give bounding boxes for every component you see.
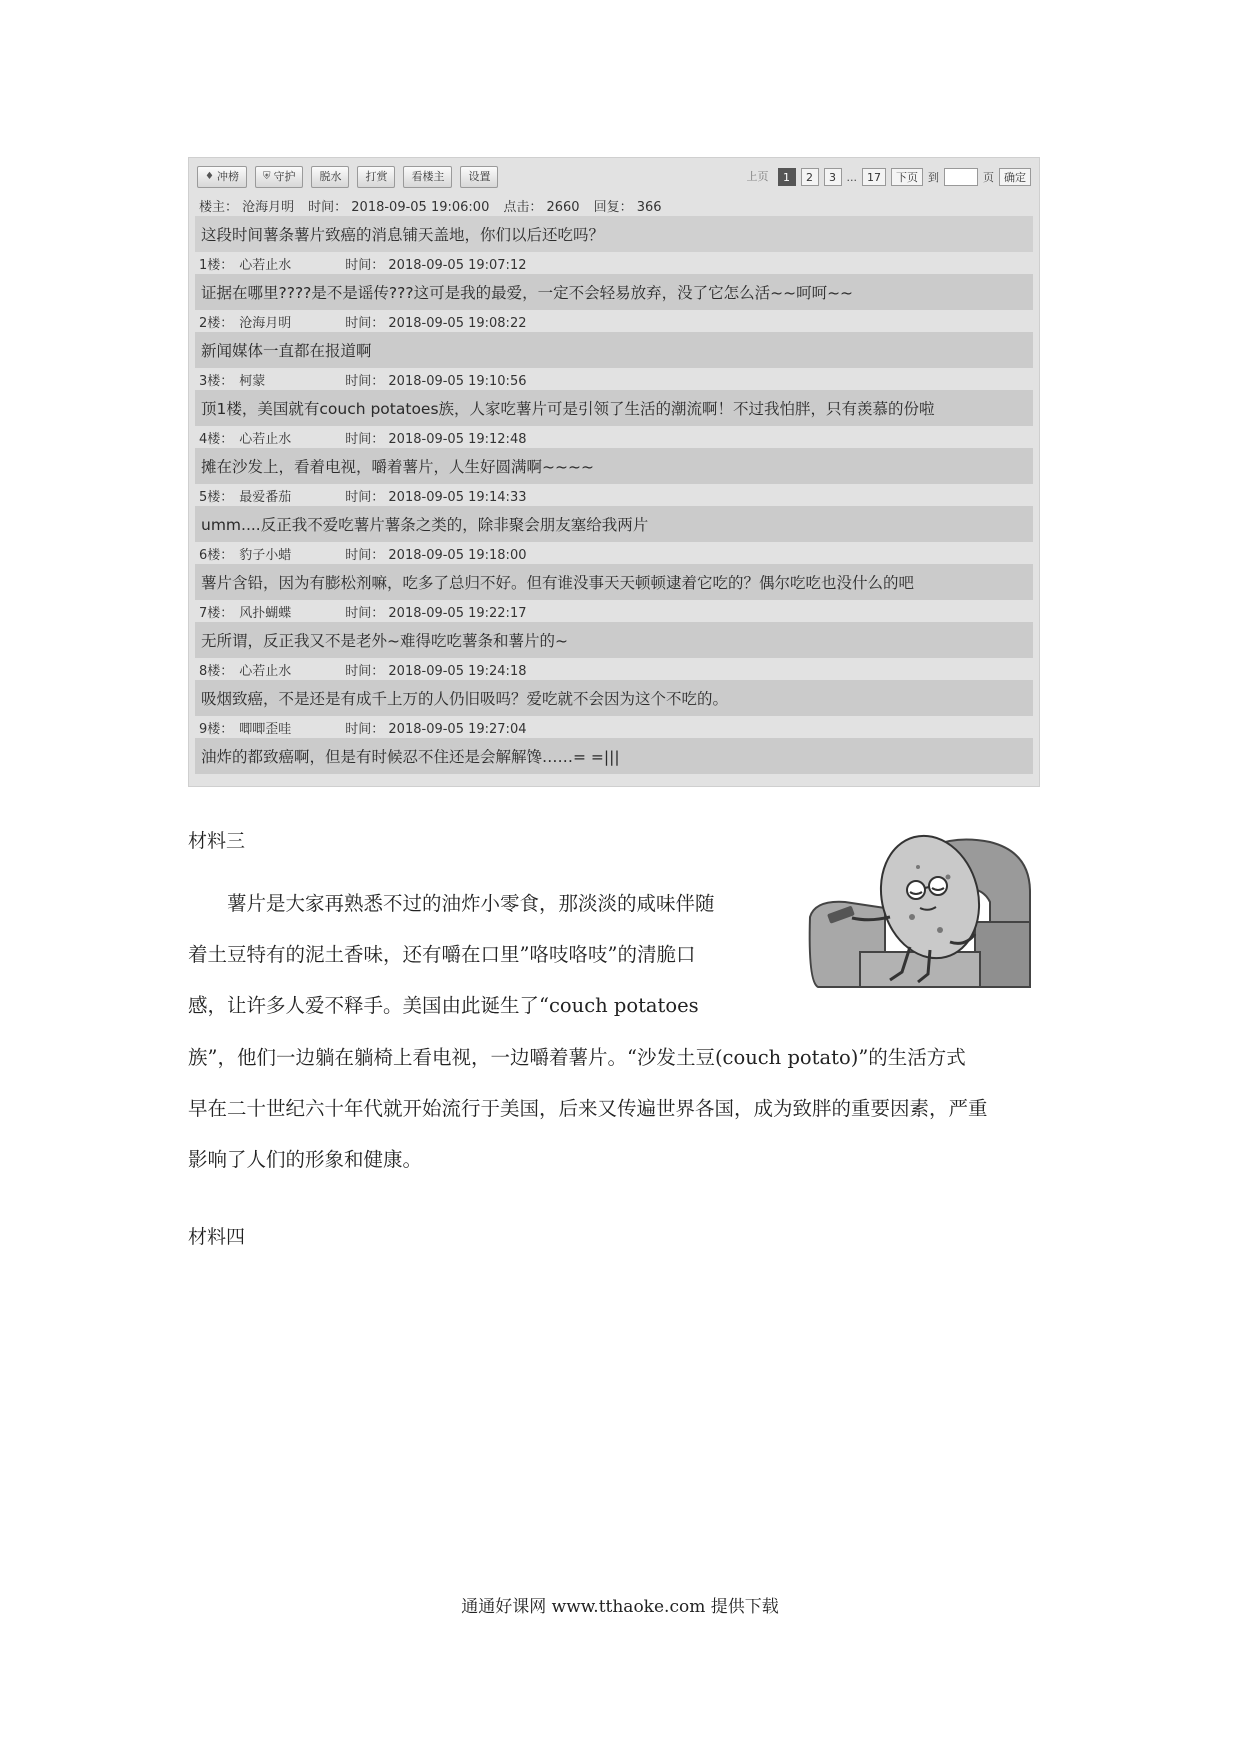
- page-17-button[interactable]: 17: [862, 168, 886, 186]
- page-unit-label: 页: [983, 171, 994, 184]
- reply-floor: 3楼：: [199, 373, 234, 389]
- reply-meta: [189, 716, 1039, 738]
- reply-meta: [189, 426, 1039, 448]
- material3-paragraph-bottom: [188, 1032, 1053, 1185]
- reply-floor: 7楼：: [199, 605, 234, 621]
- paragraph-line: 感，让许多人爱不释手。美国由此诞生了“couch potatoes: [188, 994, 699, 1017]
- paragraph-line: 影响了人们的形象和健康。: [188, 1148, 423, 1171]
- op-clicks: 点击： 2660: [503, 199, 580, 215]
- reply-time: 时间： 2018-09-05 19:14:33: [345, 489, 527, 505]
- reply-content: 顶1楼，美国就有couch potatoes族，人家吃薯片可是引领了生活的潮流啊！不过我怕胖，只有羡慕的份啦: [195, 390, 1033, 426]
- reply-content: 吸烟致癌，不是还是有成千上万的人仍旧吸吗？爱吃就不会因为这个不吃的。: [195, 680, 1033, 716]
- reply-meta: [189, 600, 1039, 622]
- material3-paragraph-top: [188, 878, 768, 1031]
- page-1-button[interactable]: 1: [778, 168, 796, 186]
- reply-user[interactable]: 心若止水: [239, 257, 292, 273]
- page-2-button[interactable]: 2: [801, 168, 819, 186]
- paragraph-line: 早在二十世纪六十年代就开始流行于美国，后来又传遍世界各国，成为致胖的重要因素，严重: [188, 1097, 988, 1120]
- reply-time: 时间： 2018-09-05 19:12:48: [345, 431, 527, 447]
- reply-floor: 9楼：: [199, 721, 234, 737]
- forum-screenshot: [188, 157, 1040, 787]
- op-content: 这段时间薯条薯片致癌的消息铺天盖地，你们以后还吃吗？: [195, 216, 1033, 252]
- couch-potato-icon: [790, 822, 1042, 1000]
- settings-button[interactable]: 设置: [460, 166, 498, 188]
- reply-time: 时间： 2018-09-05 19:27:04: [345, 721, 527, 737]
- reply-time: 时间： 2018-09-05 19:08:22: [345, 315, 527, 331]
- post-list: [189, 194, 1039, 774]
- reward-button[interactable]: 打赏: [357, 166, 395, 188]
- op-replies: 回复： 366: [593, 199, 662, 215]
- pagination: [743, 166, 1032, 188]
- reply-user[interactable]: 最爱番茄: [239, 489, 292, 505]
- material4-heading: 材料四: [188, 1226, 246, 1248]
- reply-meta: [189, 310, 1039, 332]
- reply-user[interactable]: 豹子小蜡: [239, 547, 292, 563]
- page-number-input[interactable]: [944, 168, 978, 186]
- material3-heading: 材料三: [188, 830, 246, 852]
- next-page-button[interactable]: 下页: [891, 168, 923, 186]
- guard-button[interactable]: ⛨ 守护: [255, 166, 304, 188]
- diamond-icon: ♦: [205, 171, 214, 182]
- reply-meta: [189, 252, 1039, 274]
- prev-page-button[interactable]: 上页: [746, 170, 769, 183]
- goto-label: 到: [928, 171, 939, 184]
- reply-time: 时间： 2018-09-05 19:24:18: [345, 663, 527, 679]
- rank-button[interactable]: ♦ 冲榜: [197, 166, 247, 188]
- paragraph-line: 薯片是大家再熟悉不过的油炸小零食，那淡淡的咸味伴随: [227, 892, 715, 915]
- reply-content: 摊在沙发上，看着电视，嚼着薯片，人生好圆满啊~~~~: [195, 448, 1033, 484]
- paragraph-line: 族”，他们一边躺在躺椅上看电视，一边嚼着薯片。“沙发土豆(couch potato)”的生活方式: [188, 1046, 966, 1069]
- reply-meta: [189, 368, 1039, 390]
- reply-content: 新闻媒体一直都在报道啊: [195, 332, 1033, 368]
- page-3-button[interactable]: 3: [824, 168, 842, 186]
- op-time: 时间： 2018-09-05 19:06:00: [308, 199, 490, 215]
- confirm-page-button[interactable]: 确定: [999, 168, 1031, 186]
- op-author[interactable]: 楼主： 沧海月明: [199, 199, 295, 215]
- reply-user[interactable]: 柯蒙: [239, 373, 266, 389]
- forum-toolbar: [197, 166, 498, 188]
- reply-floor: 6楼：: [199, 547, 234, 563]
- reply-floor: 1楼：: [199, 257, 234, 273]
- reply-user[interactable]: 风扑蝴蝶: [239, 605, 292, 621]
- reply-user[interactable]: 心若止水: [239, 663, 292, 679]
- reply-meta: [189, 542, 1039, 564]
- reply-content: umm....反正我不爱吃薯片薯条之类的，除非聚会朋友塞给我两片: [195, 506, 1033, 542]
- reply-meta: [189, 658, 1039, 680]
- reply-content: 无所谓，反正我又不是老外~难得吃吃薯条和薯片的~: [195, 622, 1033, 658]
- reply-floor: 5楼：: [199, 489, 234, 505]
- reply-content: 证据在哪里????是不是谣传???这可是我的最爱，一定不会轻易放弃，没了它怎么活~~呵呵~~: [195, 274, 1033, 310]
- reply-user[interactable]: 沧海月明: [239, 315, 292, 331]
- reply-meta: [189, 484, 1039, 506]
- reply-time: 时间： 2018-09-05 19:18:00: [345, 547, 527, 563]
- paragraph-line: 着土豆特有的泥土香味，还有嚼在口里”咯吱咯吱”的清脆口: [188, 943, 696, 966]
- reply-user[interactable]: 唧唧歪哇: [239, 721, 292, 737]
- reply-user[interactable]: 心若止水: [239, 431, 292, 447]
- reply-content: 油炸的都致癌啊，但是有时候忍不住还是会解解馋……= =|||: [195, 738, 1033, 774]
- reply-time: 时间： 2018-09-05 19:22:17: [345, 605, 527, 621]
- reply-floor: 8楼：: [199, 663, 234, 679]
- reply-content: 薯片含铅，因为有膨松剂嘛，吃多了总归不好。但有谁没事天天顿顿逮着它吃的？偶尔吃吃也没什么的吧: [195, 564, 1033, 600]
- reply-time: 时间： 2018-09-05 19:10:56: [345, 373, 527, 389]
- footer-text: 通通好课网 www.tthaoke.com 提供下载: [461, 1597, 779, 1617]
- op-meta: [189, 194, 1039, 216]
- reply-floor: 2楼：: [199, 315, 234, 331]
- dehydrate-button[interactable]: 脱水: [311, 166, 349, 188]
- pager-ellipsis: ...: [846, 170, 857, 184]
- shield-icon: ⛨: [262, 171, 271, 182]
- reply-time: 时间： 2018-09-05 19:07:12: [345, 257, 527, 273]
- view-op-button[interactable]: 看楼主: [403, 166, 452, 188]
- reply-floor: 4楼：: [199, 431, 234, 447]
